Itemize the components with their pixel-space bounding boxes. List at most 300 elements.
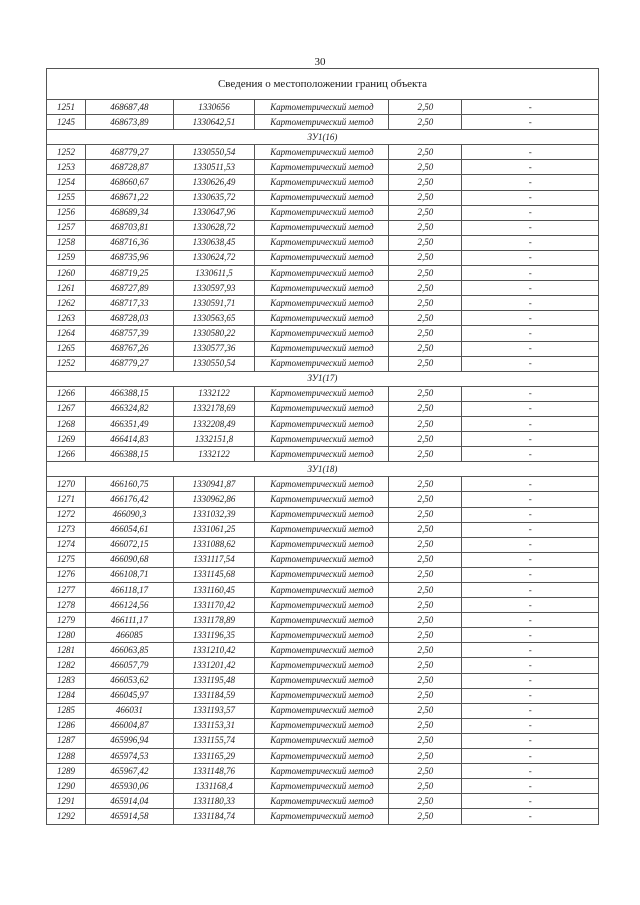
- accuracy-cell: 2,50: [389, 658, 462, 673]
- x-coordinate-cell: 468779,27: [85, 145, 173, 160]
- table-row: [47, 432, 599, 447]
- point-number-cell: 1260: [47, 266, 86, 281]
- x-coordinate-cell: 466160,75: [85, 477, 173, 492]
- point-number-cell: 1285: [47, 703, 86, 718]
- method-cell: Картометрический метод: [255, 145, 389, 160]
- method-cell: Картометрический метод: [255, 583, 389, 598]
- x-coordinate-cell: 466176,42: [85, 492, 173, 507]
- description-cell: -: [462, 537, 599, 552]
- y-coordinate-cell: 1331155,74: [173, 733, 255, 748]
- accuracy-cell: 2,50: [389, 145, 462, 160]
- table-row: [47, 779, 599, 794]
- table-row: [47, 175, 599, 190]
- point-number-cell: 1263: [47, 311, 86, 326]
- y-coordinate-cell: 1330962,86: [173, 492, 255, 507]
- point-number-cell: 1291: [47, 794, 86, 809]
- point-number-cell: 1252: [47, 145, 86, 160]
- x-coordinate-cell: 468687,48: [85, 100, 173, 115]
- table-row: [47, 205, 599, 220]
- accuracy-cell: 2,50: [389, 250, 462, 265]
- description-cell: -: [462, 386, 599, 401]
- accuracy-cell: 2,50: [389, 688, 462, 703]
- y-coordinate-cell: 1330591,71: [173, 296, 255, 311]
- description-cell: -: [462, 779, 599, 794]
- method-cell: Картометрический метод: [255, 809, 389, 824]
- table-row: [47, 628, 599, 643]
- x-coordinate-cell: 466118,17: [85, 583, 173, 598]
- x-coordinate-cell: 466414,83: [85, 432, 173, 447]
- method-cell: Картометрический метод: [255, 386, 389, 401]
- table-row: [47, 522, 599, 537]
- table-row: [47, 281, 599, 296]
- x-coordinate-cell: 466045,97: [85, 688, 173, 703]
- section-header-row: [47, 462, 599, 477]
- table-body: [47, 69, 599, 825]
- x-coordinate-cell: 468671,22: [85, 190, 173, 205]
- table-row: [47, 643, 599, 658]
- point-number-cell: 1245: [47, 115, 86, 130]
- x-coordinate-cell: 468673,89: [85, 115, 173, 130]
- x-coordinate-cell: 466063,85: [85, 643, 173, 658]
- point-number-cell: 1266: [47, 447, 86, 462]
- x-coordinate-cell: 466031: [85, 703, 173, 718]
- accuracy-cell: 2,50: [389, 401, 462, 416]
- method-cell: Картометрический метод: [255, 115, 389, 130]
- description-cell: -: [462, 281, 599, 296]
- x-coordinate-cell: 466057,79: [85, 658, 173, 673]
- accuracy-cell: 2,50: [389, 447, 462, 462]
- accuracy-cell: 2,50: [389, 522, 462, 537]
- method-cell: Картометрический метод: [255, 281, 389, 296]
- table-row: [47, 190, 599, 205]
- method-cell: Картометрический метод: [255, 764, 389, 779]
- table-row: [47, 341, 599, 356]
- x-coordinate-cell: 466388,15: [85, 386, 173, 401]
- x-coordinate-cell: 465967,42: [85, 764, 173, 779]
- y-coordinate-cell: 1332122: [173, 386, 255, 401]
- x-coordinate-cell: 465930,06: [85, 779, 173, 794]
- method-cell: Картометрический метод: [255, 326, 389, 341]
- accuracy-cell: 2,50: [389, 160, 462, 175]
- y-coordinate-cell: 1330624,72: [173, 250, 255, 265]
- point-number-cell: 1266: [47, 386, 86, 401]
- point-number-cell: 1271: [47, 492, 86, 507]
- description-cell: -: [462, 794, 599, 809]
- accuracy-cell: 2,50: [389, 703, 462, 718]
- method-cell: Картометрический метод: [255, 356, 389, 371]
- page-number: 30: [314, 56, 326, 68]
- table-row: [47, 733, 599, 748]
- accuracy-cell: 2,50: [389, 100, 462, 115]
- method-cell: Картометрический метод: [255, 220, 389, 235]
- description-cell: -: [462, 749, 599, 764]
- y-coordinate-cell: 1331168,4: [173, 779, 255, 794]
- table-row: [47, 356, 599, 371]
- point-number-cell: 1254: [47, 175, 86, 190]
- method-cell: Картометрический метод: [255, 401, 389, 416]
- description-cell: -: [462, 296, 599, 311]
- point-number-cell: 1277: [47, 583, 86, 598]
- accuracy-cell: 2,50: [389, 115, 462, 130]
- section-label: ЗУ1(17): [47, 371, 599, 386]
- description-cell: -: [462, 447, 599, 462]
- description-cell: -: [462, 432, 599, 447]
- method-cell: Картометрический метод: [255, 628, 389, 643]
- table-row: [47, 794, 599, 809]
- x-coordinate-cell: 466004,87: [85, 718, 173, 733]
- point-number-cell: 1270: [47, 477, 86, 492]
- y-coordinate-cell: 1331170,42: [173, 598, 255, 613]
- y-coordinate-cell: 1331153,31: [173, 718, 255, 733]
- x-coordinate-cell: 466072,15: [85, 537, 173, 552]
- point-number-cell: 1282: [47, 658, 86, 673]
- y-coordinate-cell: 1332151,8: [173, 432, 255, 447]
- description-cell: -: [462, 507, 599, 522]
- description-cell: -: [462, 809, 599, 824]
- y-coordinate-cell: 1332178,69: [173, 401, 255, 416]
- table-row: [47, 145, 599, 160]
- table-row: [47, 250, 599, 265]
- point-number-cell: 1267: [47, 401, 86, 416]
- y-coordinate-cell: 1331193,57: [173, 703, 255, 718]
- accuracy-cell: 2,50: [389, 628, 462, 643]
- method-cell: Картометрический метод: [255, 190, 389, 205]
- method-cell: Картометрический метод: [255, 643, 389, 658]
- description-cell: -: [462, 401, 599, 416]
- y-coordinate-cell: 1330647,96: [173, 205, 255, 220]
- x-coordinate-cell: 468735,96: [85, 250, 173, 265]
- y-coordinate-cell: 1330628,72: [173, 220, 255, 235]
- x-coordinate-cell: 466324,82: [85, 401, 173, 416]
- x-coordinate-cell: 468728,03: [85, 311, 173, 326]
- table-row: [47, 552, 599, 567]
- description-cell: -: [462, 266, 599, 281]
- point-number-cell: 1251: [47, 100, 86, 115]
- description-cell: -: [462, 416, 599, 431]
- description-cell: -: [462, 250, 599, 265]
- method-cell: Картометрический метод: [255, 447, 389, 462]
- accuracy-cell: 2,50: [389, 205, 462, 220]
- x-coordinate-cell: 468757,39: [85, 326, 173, 341]
- accuracy-cell: 2,50: [389, 779, 462, 794]
- method-cell: Картометрический метод: [255, 673, 389, 688]
- point-number-cell: 1286: [47, 718, 86, 733]
- accuracy-cell: 2,50: [389, 583, 462, 598]
- x-coordinate-cell: 466090,3: [85, 507, 173, 522]
- description-cell: -: [462, 235, 599, 250]
- point-number-cell: 1289: [47, 764, 86, 779]
- point-number-cell: 1262: [47, 296, 86, 311]
- point-number-cell: 1256: [47, 205, 86, 220]
- description-cell: -: [462, 115, 599, 130]
- table-row: [47, 386, 599, 401]
- x-coordinate-cell: 468767,26: [85, 341, 173, 356]
- accuracy-cell: 2,50: [389, 175, 462, 190]
- description-cell: -: [462, 583, 599, 598]
- method-cell: Картометрический метод: [255, 341, 389, 356]
- point-number-cell: 1258: [47, 235, 86, 250]
- accuracy-cell: 2,50: [389, 432, 462, 447]
- point-number-cell: 1264: [47, 326, 86, 341]
- method-cell: Картометрический метод: [255, 266, 389, 281]
- description-cell: -: [462, 205, 599, 220]
- x-coordinate-cell: 468689,34: [85, 205, 173, 220]
- accuracy-cell: 2,50: [389, 552, 462, 567]
- accuracy-cell: 2,50: [389, 266, 462, 281]
- x-coordinate-cell: 468717,33: [85, 296, 173, 311]
- table-row: [47, 507, 599, 522]
- table-row: [47, 311, 599, 326]
- description-cell: -: [462, 688, 599, 703]
- description-cell: -: [462, 703, 599, 718]
- table-row: [47, 266, 599, 281]
- x-coordinate-cell: 466111,17: [85, 613, 173, 628]
- x-coordinate-cell: 466053,62: [85, 673, 173, 688]
- method-cell: Картометрический метод: [255, 477, 389, 492]
- accuracy-cell: 2,50: [389, 567, 462, 582]
- y-coordinate-cell: 1330597,93: [173, 281, 255, 296]
- x-coordinate-cell: 466351,49: [85, 416, 173, 431]
- method-cell: Картометрический метод: [255, 250, 389, 265]
- method-cell: Картометрический метод: [255, 688, 389, 703]
- method-cell: Картометрический метод: [255, 718, 389, 733]
- y-coordinate-cell: 1331061,25: [173, 522, 255, 537]
- x-coordinate-cell: 468716,36: [85, 235, 173, 250]
- description-cell: -: [462, 145, 599, 160]
- method-cell: Картометрический метод: [255, 567, 389, 582]
- accuracy-cell: 2,50: [389, 718, 462, 733]
- point-number-cell: 1265: [47, 341, 86, 356]
- y-coordinate-cell: 1330511,53: [173, 160, 255, 175]
- description-cell: -: [462, 190, 599, 205]
- table-row: [47, 583, 599, 598]
- x-coordinate-cell: 466090,68: [85, 552, 173, 567]
- y-coordinate-cell: 1331210,42: [173, 643, 255, 658]
- description-cell: -: [462, 764, 599, 779]
- table-row: [47, 416, 599, 431]
- accuracy-cell: 2,50: [389, 326, 462, 341]
- accuracy-cell: 2,50: [389, 749, 462, 764]
- method-cell: Картометрический метод: [255, 598, 389, 613]
- accuracy-cell: 2,50: [389, 537, 462, 552]
- y-coordinate-cell: 1330611,5: [173, 266, 255, 281]
- y-coordinate-cell: 1331201,42: [173, 658, 255, 673]
- point-number-cell: 1280: [47, 628, 86, 643]
- x-coordinate-cell: 466108,71: [85, 567, 173, 582]
- table-row: [47, 613, 599, 628]
- y-coordinate-cell: 1330563,65: [173, 311, 255, 326]
- accuracy-cell: 2,50: [389, 311, 462, 326]
- table-row: [47, 401, 599, 416]
- accuracy-cell: 2,50: [389, 220, 462, 235]
- y-coordinate-cell: 1331184,59: [173, 688, 255, 703]
- x-coordinate-cell: 468728,87: [85, 160, 173, 175]
- section-label: ЗУ1(18): [47, 462, 599, 477]
- y-coordinate-cell: 1331117,54: [173, 552, 255, 567]
- y-coordinate-cell: 1330626,49: [173, 175, 255, 190]
- table-row: [47, 160, 599, 175]
- y-coordinate-cell: 1330642,51: [173, 115, 255, 130]
- section-label: ЗУ1(16): [47, 130, 599, 145]
- point-number-cell: 1259: [47, 250, 86, 265]
- description-cell: -: [462, 477, 599, 492]
- x-coordinate-cell: 465996,94: [85, 733, 173, 748]
- point-number-cell: 1252: [47, 356, 86, 371]
- table-title: Сведения о местоположении границ объекта: [47, 69, 599, 100]
- x-coordinate-cell: 465914,04: [85, 794, 173, 809]
- y-coordinate-cell: 1331088,62: [173, 537, 255, 552]
- x-coordinate-cell: 465914,58: [85, 809, 173, 824]
- x-coordinate-cell: 466388,15: [85, 447, 173, 462]
- point-number-cell: 1284: [47, 688, 86, 703]
- description-cell: -: [462, 643, 599, 658]
- y-coordinate-cell: 1330656: [173, 100, 255, 115]
- accuracy-cell: 2,50: [389, 416, 462, 431]
- table-row: [47, 764, 599, 779]
- method-cell: Картометрический метод: [255, 537, 389, 552]
- x-coordinate-cell: 468719,25: [85, 266, 173, 281]
- table-row: [47, 658, 599, 673]
- accuracy-cell: 2,50: [389, 296, 462, 311]
- x-coordinate-cell: 468660,67: [85, 175, 173, 190]
- method-cell: Картометрический метод: [255, 205, 389, 220]
- point-number-cell: 1278: [47, 598, 86, 613]
- accuracy-cell: 2,50: [389, 341, 462, 356]
- description-cell: -: [462, 733, 599, 748]
- accuracy-cell: 2,50: [389, 673, 462, 688]
- table-row: [47, 447, 599, 462]
- point-number-cell: 1292: [47, 809, 86, 824]
- table-row: [47, 809, 599, 824]
- y-coordinate-cell: 1332122: [173, 447, 255, 462]
- accuracy-cell: 2,50: [389, 477, 462, 492]
- accuracy-cell: 2,50: [389, 809, 462, 824]
- description-cell: -: [462, 658, 599, 673]
- point-number-cell: 1274: [47, 537, 86, 552]
- point-number-cell: 1269: [47, 432, 86, 447]
- description-cell: -: [462, 613, 599, 628]
- x-coordinate-cell: 466054,61: [85, 522, 173, 537]
- table-row: [47, 703, 599, 718]
- description-cell: -: [462, 552, 599, 567]
- y-coordinate-cell: 1331145,68: [173, 567, 255, 582]
- y-coordinate-cell: 1331032,39: [173, 507, 255, 522]
- x-coordinate-cell: 468727,89: [85, 281, 173, 296]
- method-cell: Картометрический метод: [255, 296, 389, 311]
- x-coordinate-cell: 465974,53: [85, 749, 173, 764]
- accuracy-cell: 2,50: [389, 281, 462, 296]
- accuracy-cell: 2,50: [389, 190, 462, 205]
- description-cell: -: [462, 356, 599, 371]
- point-number-cell: 1257: [47, 220, 86, 235]
- y-coordinate-cell: 1330550,54: [173, 356, 255, 371]
- accuracy-cell: 2,50: [389, 764, 462, 779]
- point-number-cell: 1253: [47, 160, 86, 175]
- table-row: [47, 598, 599, 613]
- point-number-cell: 1288: [47, 749, 86, 764]
- y-coordinate-cell: 1331160,45: [173, 583, 255, 598]
- table-row: [47, 749, 599, 764]
- y-coordinate-cell: 1330577,36: [173, 341, 255, 356]
- x-coordinate-cell: 468703,81: [85, 220, 173, 235]
- accuracy-cell: 2,50: [389, 356, 462, 371]
- y-coordinate-cell: 1330638,45: [173, 235, 255, 250]
- method-cell: Картометрический метод: [255, 235, 389, 250]
- point-number-cell: 1273: [47, 522, 86, 537]
- accuracy-cell: 2,50: [389, 643, 462, 658]
- method-cell: Картометрический метод: [255, 658, 389, 673]
- point-number-cell: 1283: [47, 673, 86, 688]
- table-title-row: [47, 69, 599, 100]
- boundary-coordinates-table: [46, 68, 599, 825]
- description-cell: -: [462, 567, 599, 582]
- method-cell: Картометрический метод: [255, 432, 389, 447]
- point-number-cell: 1275: [47, 552, 86, 567]
- table-row: [47, 567, 599, 582]
- table-row: [47, 718, 599, 733]
- point-number-cell: 1281: [47, 643, 86, 658]
- accuracy-cell: 2,50: [389, 598, 462, 613]
- description-cell: -: [462, 160, 599, 175]
- y-coordinate-cell: 1331195,48: [173, 673, 255, 688]
- description-cell: -: [462, 311, 599, 326]
- x-coordinate-cell: 466124,56: [85, 598, 173, 613]
- table-row: [47, 115, 599, 130]
- point-number-cell: 1272: [47, 507, 86, 522]
- y-coordinate-cell: 1331180,33: [173, 794, 255, 809]
- method-cell: Картометрический метод: [255, 311, 389, 326]
- y-coordinate-cell: 1330580,22: [173, 326, 255, 341]
- point-number-cell: 1287: [47, 733, 86, 748]
- method-cell: Картометрический метод: [255, 175, 389, 190]
- method-cell: Картометрический метод: [255, 703, 389, 718]
- method-cell: Картометрический метод: [255, 522, 389, 537]
- method-cell: Картометрический метод: [255, 492, 389, 507]
- point-number-cell: 1268: [47, 416, 86, 431]
- method-cell: Картометрический метод: [255, 100, 389, 115]
- table-row: [47, 296, 599, 311]
- method-cell: Картометрический метод: [255, 160, 389, 175]
- description-cell: -: [462, 326, 599, 341]
- point-number-cell: 1290: [47, 779, 86, 794]
- accuracy-cell: 2,50: [389, 507, 462, 522]
- y-coordinate-cell: 1330941,87: [173, 477, 255, 492]
- method-cell: Картометрический метод: [255, 733, 389, 748]
- point-number-cell: 1279: [47, 613, 86, 628]
- description-cell: -: [462, 522, 599, 537]
- table-row: [47, 326, 599, 341]
- table-row: [47, 492, 599, 507]
- y-coordinate-cell: 1330550,54: [173, 145, 255, 160]
- method-cell: Картометрический метод: [255, 416, 389, 431]
- description-cell: -: [462, 598, 599, 613]
- table-row: [47, 537, 599, 552]
- accuracy-cell: 2,50: [389, 492, 462, 507]
- y-coordinate-cell: 1331184,74: [173, 809, 255, 824]
- accuracy-cell: 2,50: [389, 386, 462, 401]
- table-row: [47, 673, 599, 688]
- section-header-row: [47, 371, 599, 386]
- y-coordinate-cell: 1331196,35: [173, 628, 255, 643]
- description-cell: -: [462, 220, 599, 235]
- y-coordinate-cell: 1331148,76: [173, 764, 255, 779]
- point-number-cell: 1255: [47, 190, 86, 205]
- method-cell: Картометрический метод: [255, 779, 389, 794]
- y-coordinate-cell: 1330635,72: [173, 190, 255, 205]
- description-cell: -: [462, 628, 599, 643]
- table-row: [47, 100, 599, 115]
- accuracy-cell: 2,50: [389, 235, 462, 250]
